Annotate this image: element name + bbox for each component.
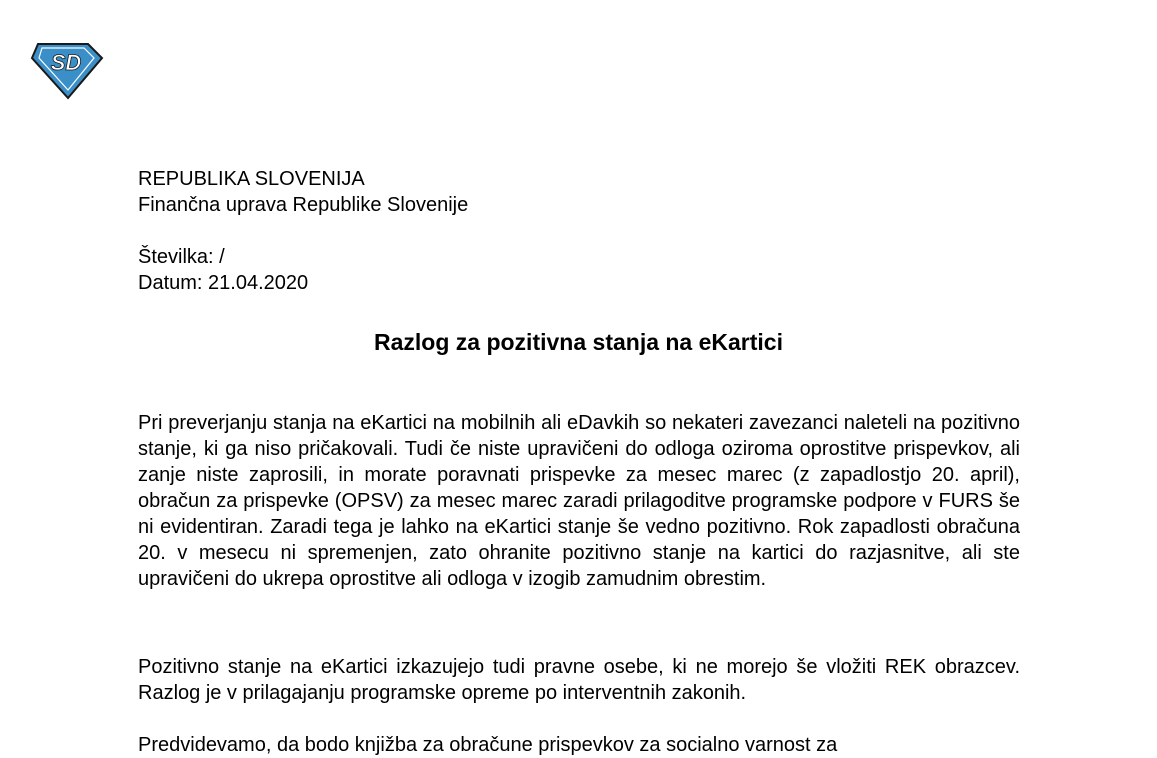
body-paragraph-3: Predvidevamo, da bodo knjižba za obračune prispevkov za socialno varnost za [138, 734, 838, 756]
issuer-authority: Finančna uprava Republike Slovenije [138, 194, 469, 216]
issuer-country: REPUBLIKA SLOVENIJA [138, 168, 365, 190]
document-meta [138, 244, 308, 296]
document-date: Datum: 21.04.2020 [138, 272, 309, 294]
sd-logo-icon [30, 40, 104, 100]
document-number: Številka: / [138, 246, 225, 268]
document-title: Razlog za pozitivna stanja na eKartici [374, 329, 783, 355]
issuer-header [138, 166, 468, 218]
logo-lettering: SD [50, 50, 82, 75]
body-paragraph-2: Pozitivno stanje na eKartici izkazujejo tudi pravne osebe, ki ne morejo še vložiti REK obrazcev. Razlog je v prilagajanju programske opreme po interventnih zakonih. [138, 656, 1020, 704]
body-paragraph-1: Pri preverjanju stanja na eKartici na mobilnih ali eDavkih so nekateri zavezanci naleteli na pozitivno stanje, ki ga niso pričakovali. Tudi če niste upravičeni do odloga oziroma oprostitve prispevkov, ali zanje niste zaprosili, in morate poravnati prispevke za mesec marec (z zapadlostjo 20. april), obračun za prispevke (OPSV) za mesec marec zaradi prilagoditve programske podpore v FURS še ni evidentiran. Zaradi tega je lahko na eKartici stanje še vedno pozitivno. Rok zapadlosti obračuna 20. v mesecu ni spremenjen, zato ohranite pozitivno stanje na kartici do razjasnitve, ali ste upravičeni do ukrepa oprostitve ali odloga v izogib zamudnim obrestim. [138, 412, 1020, 590]
